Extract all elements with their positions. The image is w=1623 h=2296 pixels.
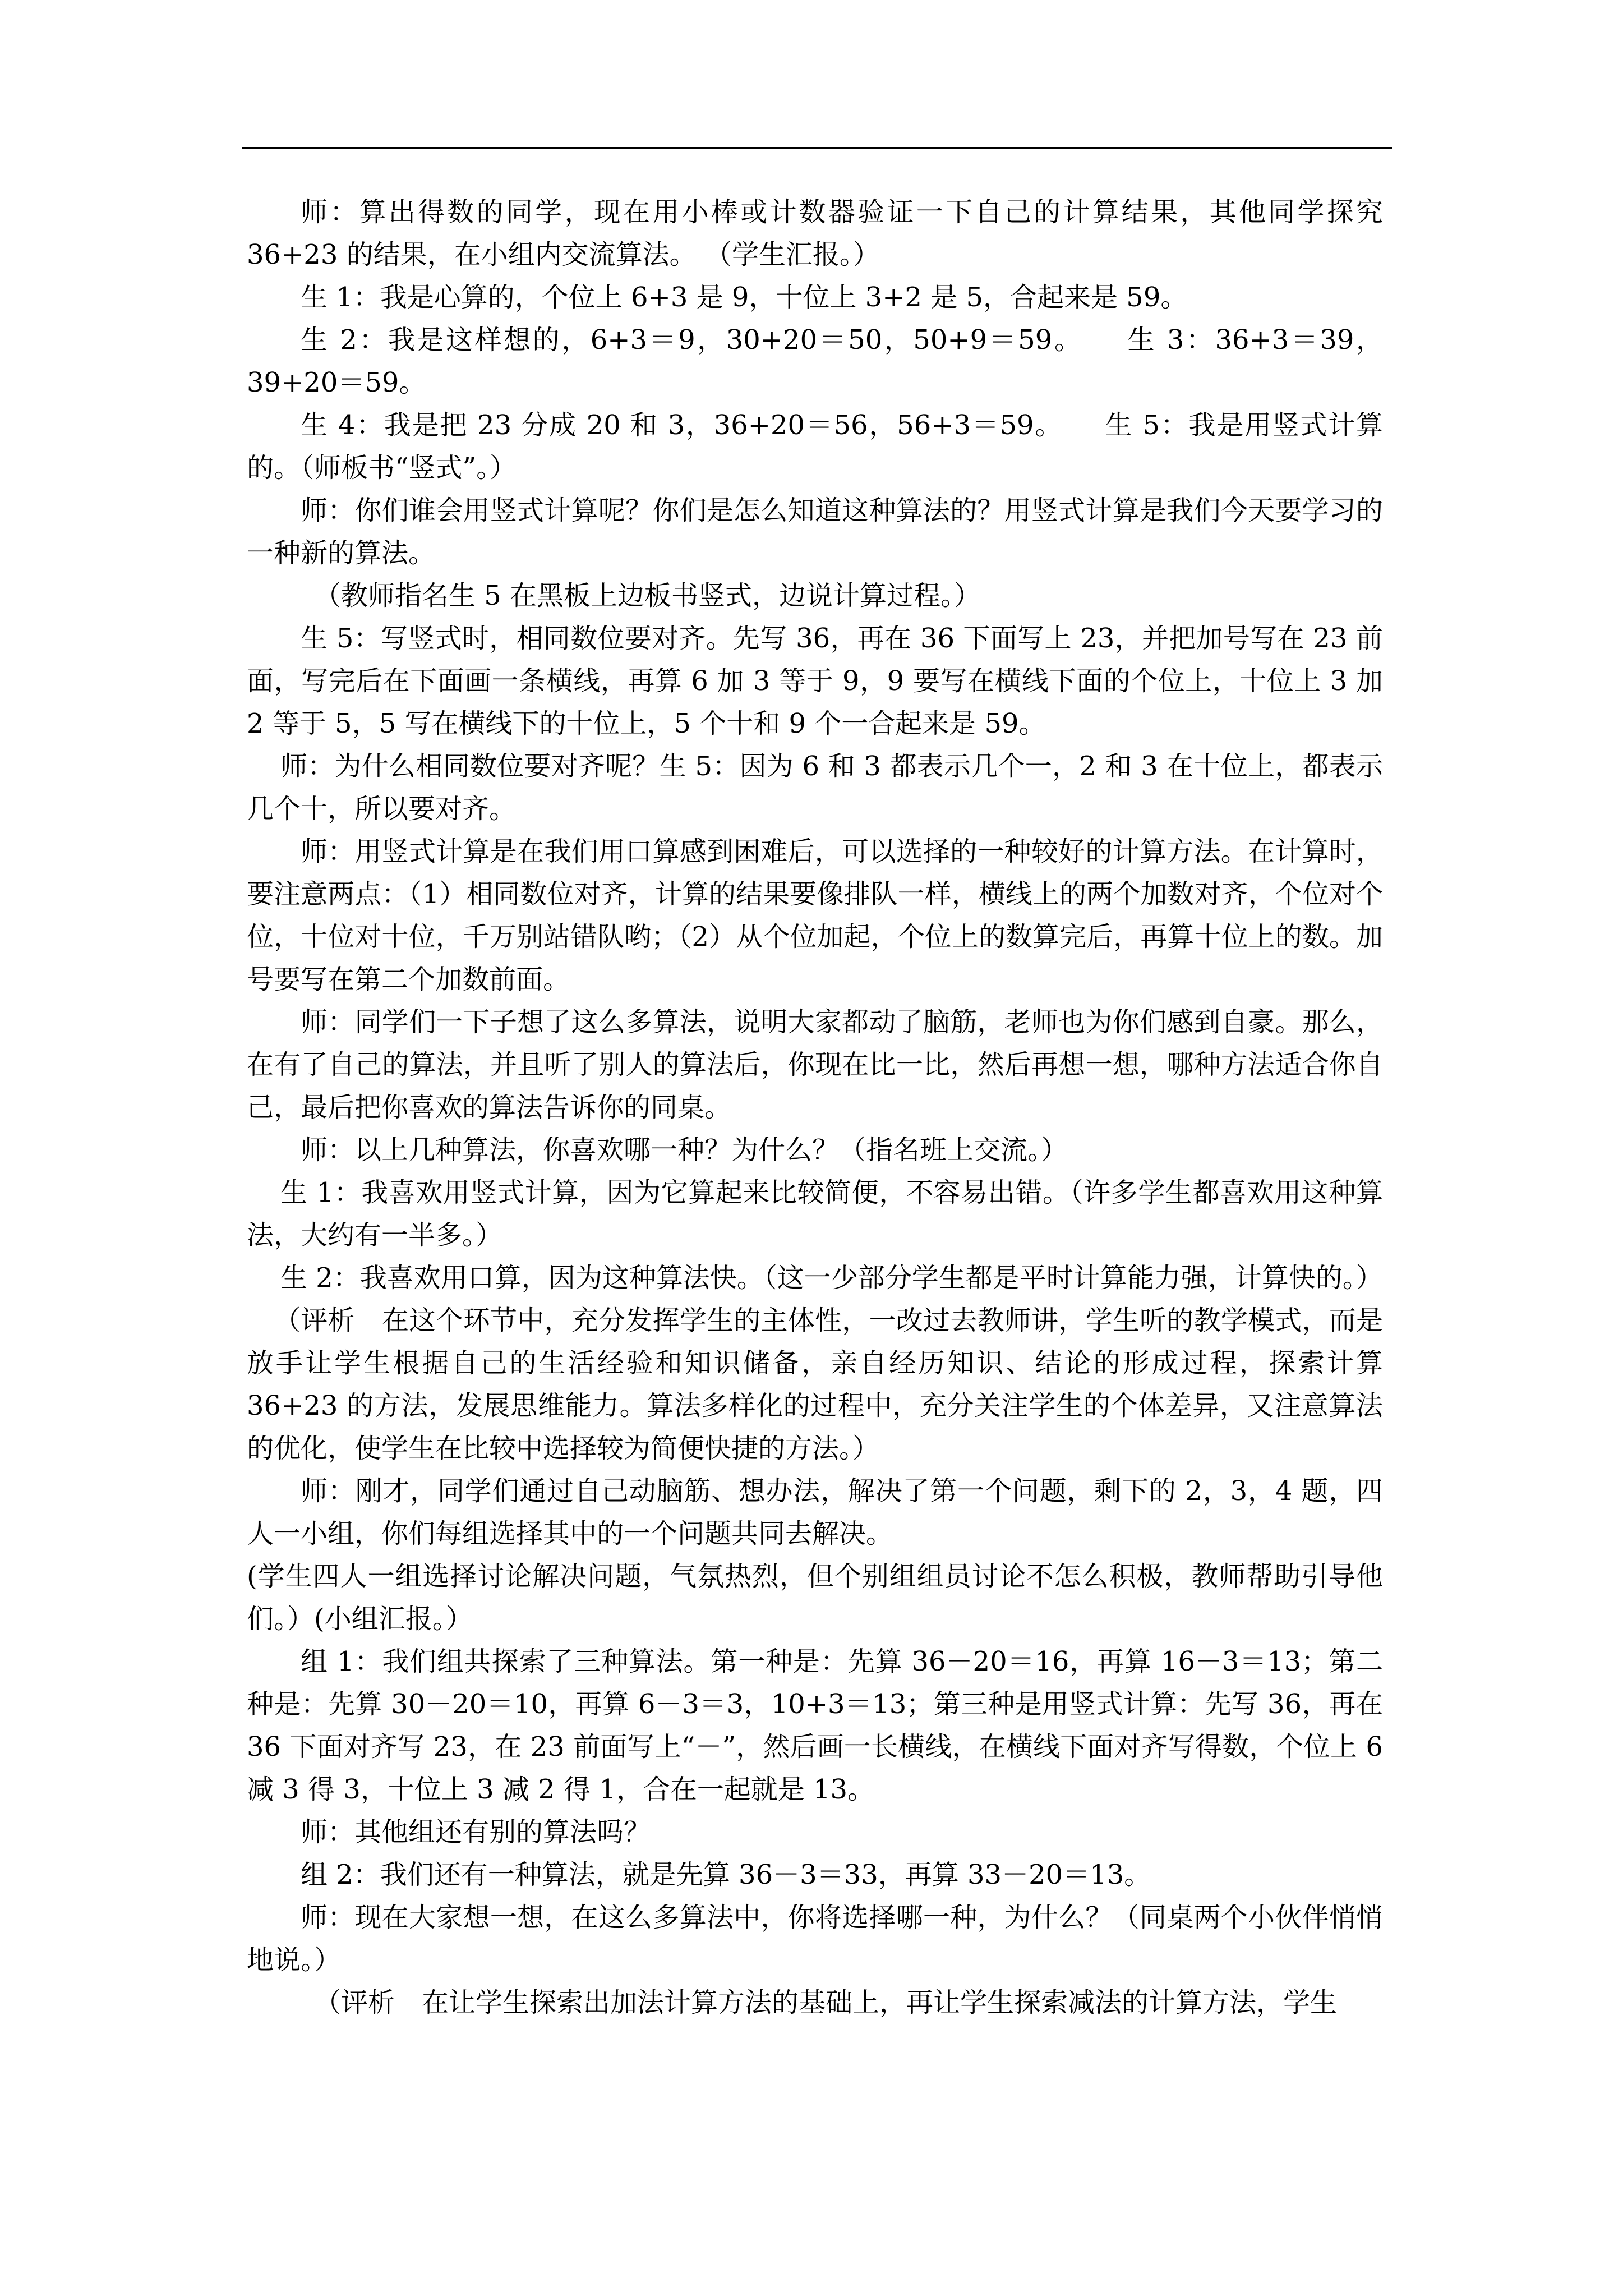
paragraph: 师：用竖式计算是在我们用口算感到困难后，可以选择的一种较好的计算方法。在计算时，要注意两点：（1）相同数位对齐，计算的结果要像排队一样，横线上的两个加数对齐，个位对个位，十位对十位，千万别站错队哟；（2）从个位加起，个位上的数算完后，再算十位上的数。加号要写在第二个加数前面。 xyxy=(247,836,1383,995)
paragraph: （教师指名生 5 在黑板上边板书竖式，边说计算过程。） xyxy=(314,580,981,611)
paragraph: （评析 在这个环节中，充分发挥学生的主体性，一改过去教师讲，学生听的教学模式，而是放手让学生根据自己的生活经验和知识储备，亲自经历知识、结论的形成过程，探索计算 36+23 的方法，发展思维能力。算法多样化的过程中，充分关注学生的个体差异，又注意算法的优化，使学生在比较中选择较为简便快捷的方法。） xyxy=(247,1305,1383,1464)
paragraph: 师：现在大家想一想，在这么多算法中，你将选择哪一种，为什么？（同桌两个小伙伴悄悄地说。） xyxy=(247,1902,1383,1976)
paragraph: 生 1：我是心算的，个位上 6+3 是 9，十位上 3+2 是 5，合起来是 59。 xyxy=(301,282,1188,313)
paragraph: 师：刚才，同学们通过自己动脑筋、想办法，解决了第一个问题，剩下的 2，3，4 题，四人一小组，你们每组选择其中的一个问题共同去解决。 xyxy=(247,1475,1383,1549)
paragraph: 组 1：我们组共探索了三种算法。第一种是：先算 36－20＝16，再算 16－3＝13；第二种是：先算 30－20＝10，再算 6－3＝3，10+3＝13；第三种是用竖式计算：先写 36，再在 36 下面对齐写 23，在 23 前面写上“－”，然后画一长横线，在横线下面对齐写得数，个位上 6 减 3 得 3，十位上 3 减 2 得 1，合在一起就是 13。 xyxy=(247,1646,1383,1805)
paragraph: 生 1：我喜欢用竖式计算，因为它算起来比较简便，不容易出错。（许多学生都喜欢用这种算法，大约有一半多。） xyxy=(247,1177,1383,1251)
paragraph: （评析 在让学生探索出加法计算方法的基础上，再让学生探索减法的计算方法，学生 xyxy=(314,1987,1338,2018)
paragraph: 师：同学们一下子想了这么多算法，说明大家都动了脑筋，老师也为你们感到自豪。那么，在有了自己的算法，并且听了别人的算法后，你现在比一比，然后再想一想，哪种方法适合你自己，最后把你喜欢的算法告诉你的同桌。 xyxy=(247,1006,1383,1123)
paragraph: 师：为什么相同数位要对齐呢？生 5：因为 6 和 3 都表示几个一，2 和 3 在十位上，都表示几个十，所以要对齐。 xyxy=(247,751,1383,825)
paragraph: 师：算出得数的同学，现在用小棒或计数器验证一下自己的计算结果，其他同学探究 36+23 的结果，在小组内交流算法。 （学生汇报。） xyxy=(247,196,1383,270)
paragraph: 生 5：写竖式时，相同数位要对齐。先写 36，再在 36 下面写上 23，并把加号写在 23 前面，写完后在下面画一条横线，再算 6 加 3 等于 9，9 要写在横线下面的个位上，十位上 3 加 2 等于 5，5 写在横线下的十位上，5 个十和 9 个一合起来是 59。 xyxy=(247,623,1383,739)
paragraph: 生 2：我是这样想的，6+3＝9，30+20＝50，50+9＝59。 生 3：36+3＝39，39+20＝59。 xyxy=(247,324,1383,398)
paragraph: 生 4：我是把 23 分成 20 和 3，36+20＝56，56+3＝59。 生 5：我是用竖式计算的。（师板书“竖式”。） xyxy=(247,409,1383,484)
paragraph: 师：你们谁会用竖式计算呢？你们是怎么知道这种算法的？用竖式计算是我们今天要学习的一种新的算法。 xyxy=(247,495,1383,569)
paragraph: 师：以上几种算法，你喜欢哪一种？为什么？（指名班上交流。） xyxy=(301,1134,1068,1166)
header-rule xyxy=(242,147,1392,149)
paragraph: 师：其他组还有别的算法吗？ xyxy=(301,1816,651,1848)
document-body xyxy=(247,191,1383,2024)
paragraph: (学生四人一组选择讨论解决问题，气氛热烈，但个别组组员讨论不怎么积极，教师帮助引导他们。）(小组汇报。） xyxy=(247,1561,1383,1635)
paragraph: 组 2：我们还有一种算法，就是先算 36－3＝33，再算 33－20＝13。 xyxy=(301,1859,1151,1890)
paragraph: 生 2：我喜欢用口算，因为这种算法快。（这一少部分学生都是平时计算能力强，计算快的。） xyxy=(280,1262,1383,1294)
